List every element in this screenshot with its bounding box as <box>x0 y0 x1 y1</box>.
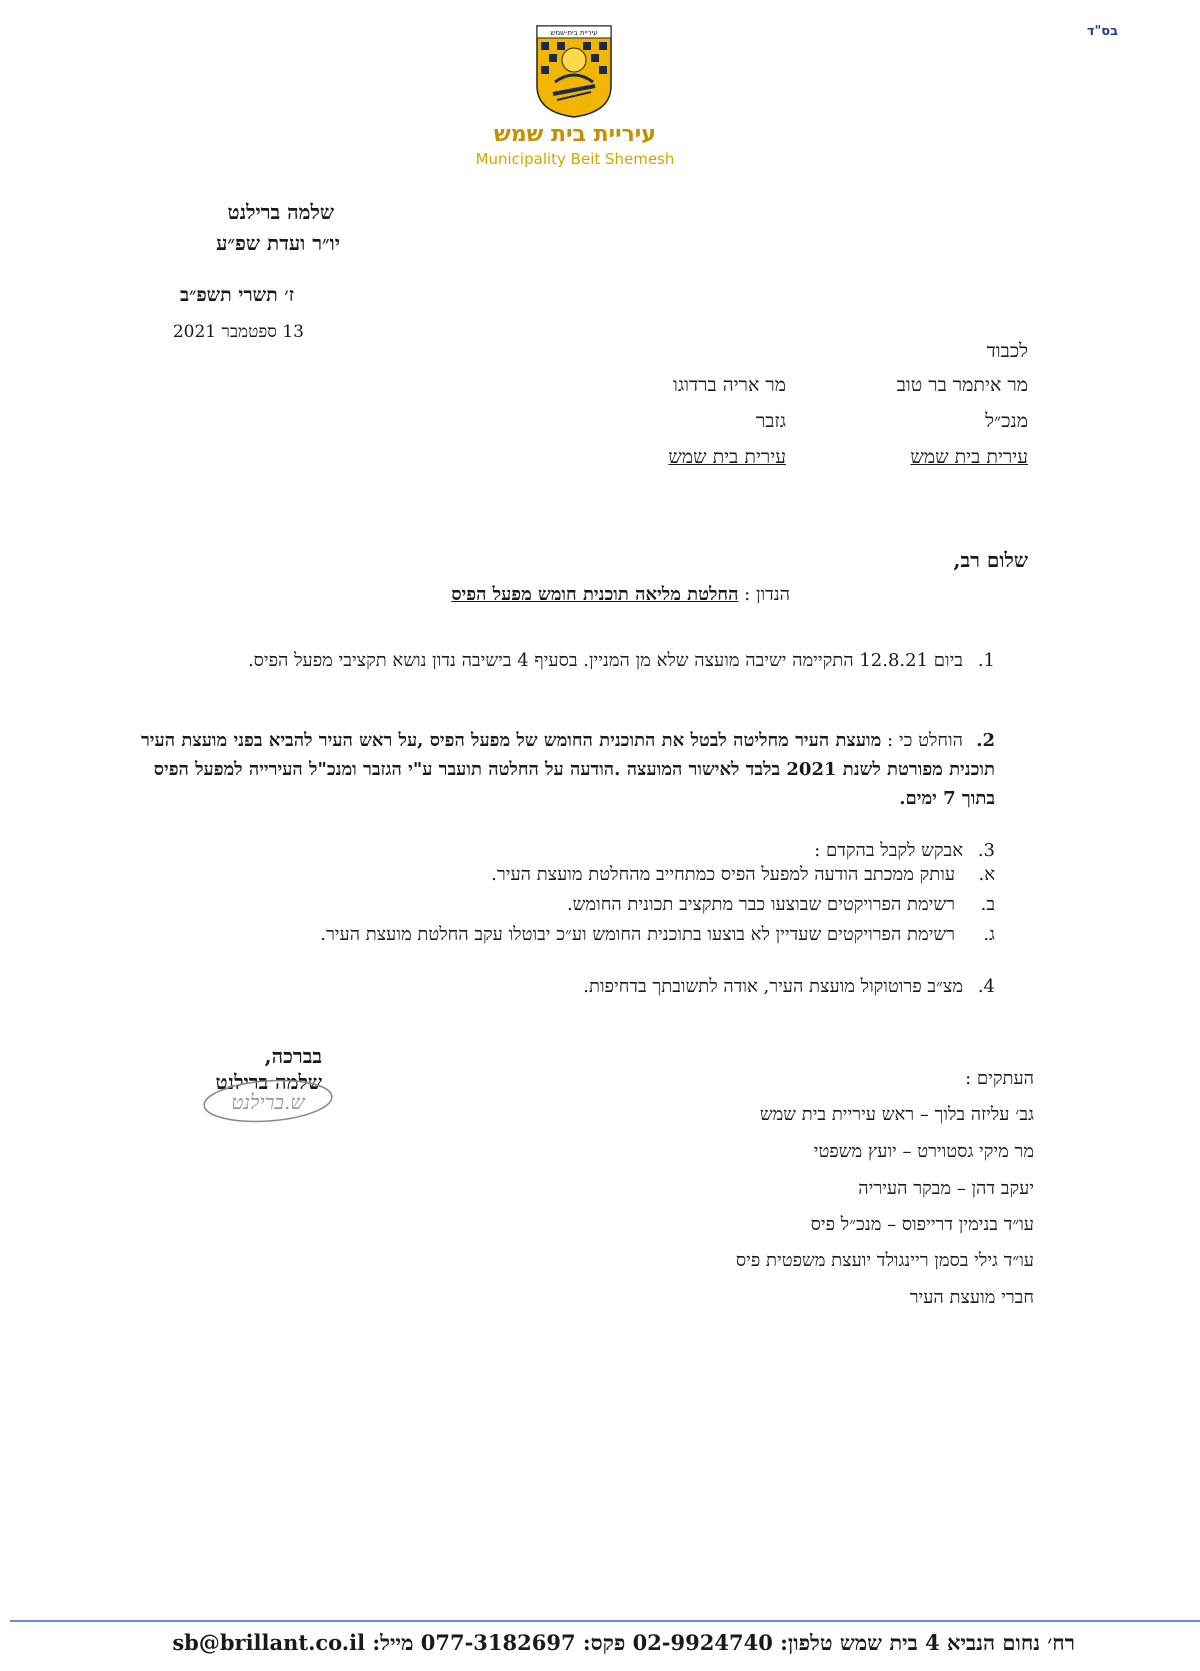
recipient-2-name: מר אריה ברדוגו <box>673 374 786 396</box>
copy-recipient: מר מיקי גסטוירט – יועץ משפטי <box>813 1141 1034 1162</box>
subject-line <box>451 584 790 605</box>
sender-name: שלמה ברילנט <box>227 200 334 224</box>
subject-text: החלטת מליאה תוכנית חומש מפעל הפיס <box>451 584 739 605</box>
paragraph-3 <box>135 836 995 865</box>
paragraph-1 <box>135 646 995 675</box>
greeting: שלום רב, <box>953 548 1028 572</box>
gregorian-date: 13 ספטמבר 2021 <box>172 322 304 342</box>
paragraph-text: אבקש לקבל בהקדם : <box>814 840 963 861</box>
copies-label: העתקים : <box>965 1068 1034 1089</box>
copy-recipient: עו״ד גילי בסמן ריינגולד יועצת משפטית פיס <box>735 1250 1034 1271</box>
paragraph-number: 2. <box>976 730 995 751</box>
paragraph-number: 3. <box>977 840 995 861</box>
subitem-letter: א. <box>978 864 995 885</box>
recipient-1-role: מנכ״ל <box>985 410 1028 432</box>
hebrew-date: ז׳ תשרי תשפ״ב <box>179 284 294 306</box>
closing-regards: בברכה, <box>264 1044 322 1068</box>
copy-recipient: עו״ד בנימין דרייפוס – מנכ״ל פיס <box>810 1214 1034 1235</box>
paragraph-2 <box>135 726 995 813</box>
subitem-text: רשימת הפרויקטים שעדיין לא בוצעו בתוכנית החומש וע״כ יבוטלו עקב החלטת מועצת העיר. <box>320 924 955 945</box>
subitem-a <box>491 864 995 885</box>
subitem-text: עותק ממכתב הודעה למפעל הפיס כמתחייב מהחלטת מועצת העיר. <box>491 864 955 885</box>
copy-recipient: גב׳ עליזה בלוך – ראש עיריית בית שמש <box>759 1104 1034 1125</box>
paragraph-text: ביום 12.8.21 התקיימה ישיבה מועצה שלא מן המניין. בסעיף 4 בישיבה נדון נושא תקציבי מפעל הפיס. <box>247 650 963 671</box>
subitem-letter: ג. <box>983 924 995 945</box>
paragraph-text: מצ״ב פרוטוקול מועצת העיר, אודה לתשובתך בדחיפות. <box>583 976 963 997</box>
footer-divider <box>10 1620 1200 1622</box>
logo-name-english: Municipality Beit Shemesh <box>475 150 675 168</box>
paragraph-number: 1. <box>977 650 995 671</box>
recipient-1-name: מר איתמר בר טוב <box>896 374 1028 396</box>
recipient-1-org: עירית בית שמש <box>910 446 1028 468</box>
paragraph-number: 4. <box>977 976 995 997</box>
paragraph-text: מועצת העיר מחליטה לבטל את התוכנית החומש של מפעל הפיס ,על ראש העיר להביא בפני מועצת העיר תוכנית מפורטת לשנת 2021 בלבד לאישור המועצה .הודעה על החלטה תועבר ע"י הגזבר ומנכ"ל העירייה למפעל הפיס בתוך 7 ימים. <box>140 730 995 809</box>
subitem-b <box>567 894 995 915</box>
footer-contact: רח׳ נחום הנביא 4 בית שמש טלפון: 02-9924740 פקס: 077-3182697 מייל: sb@brillant.co.il <box>172 1630 1075 1655</box>
recipient-2-org: עירית בית שמש <box>668 446 786 468</box>
svg-text:ש.ברילנט: ש.ברילנט <box>231 1090 305 1114</box>
subitem-c <box>320 924 995 945</box>
subject-label: הנדון : <box>744 584 790 605</box>
sender-title: יו״ר ועדת שפ״ע <box>216 231 340 255</box>
municipality-crest-logo <box>535 24 613 119</box>
recipient-2-role: גזבר <box>755 410 786 432</box>
paragraph-lead: הוחלט כי : <box>887 730 963 751</box>
copy-recipient: חברי מועצת העיר <box>909 1287 1034 1308</box>
recipient-to: לכבוד <box>986 340 1028 362</box>
subitem-text: רשימת הפרויקטים שבוצעו כבר מתקציב תכונית החומש. <box>566 894 955 915</box>
bsd-mark: בס"ד <box>1086 24 1118 39</box>
closing-name: שלמה ברילנט <box>215 1070 322 1094</box>
handwritten-signature <box>198 1075 338 1125</box>
logo-name-hebrew: עיריית בית שמש <box>494 122 656 147</box>
paragraph-4 <box>135 972 995 1001</box>
copy-recipient: יעקב דהן – מבקר העיריה <box>858 1178 1034 1199</box>
svg-text:עיריית בית-שמש: עיריית בית-שמש <box>550 29 598 37</box>
subitem-letter: ב. <box>980 894 995 915</box>
